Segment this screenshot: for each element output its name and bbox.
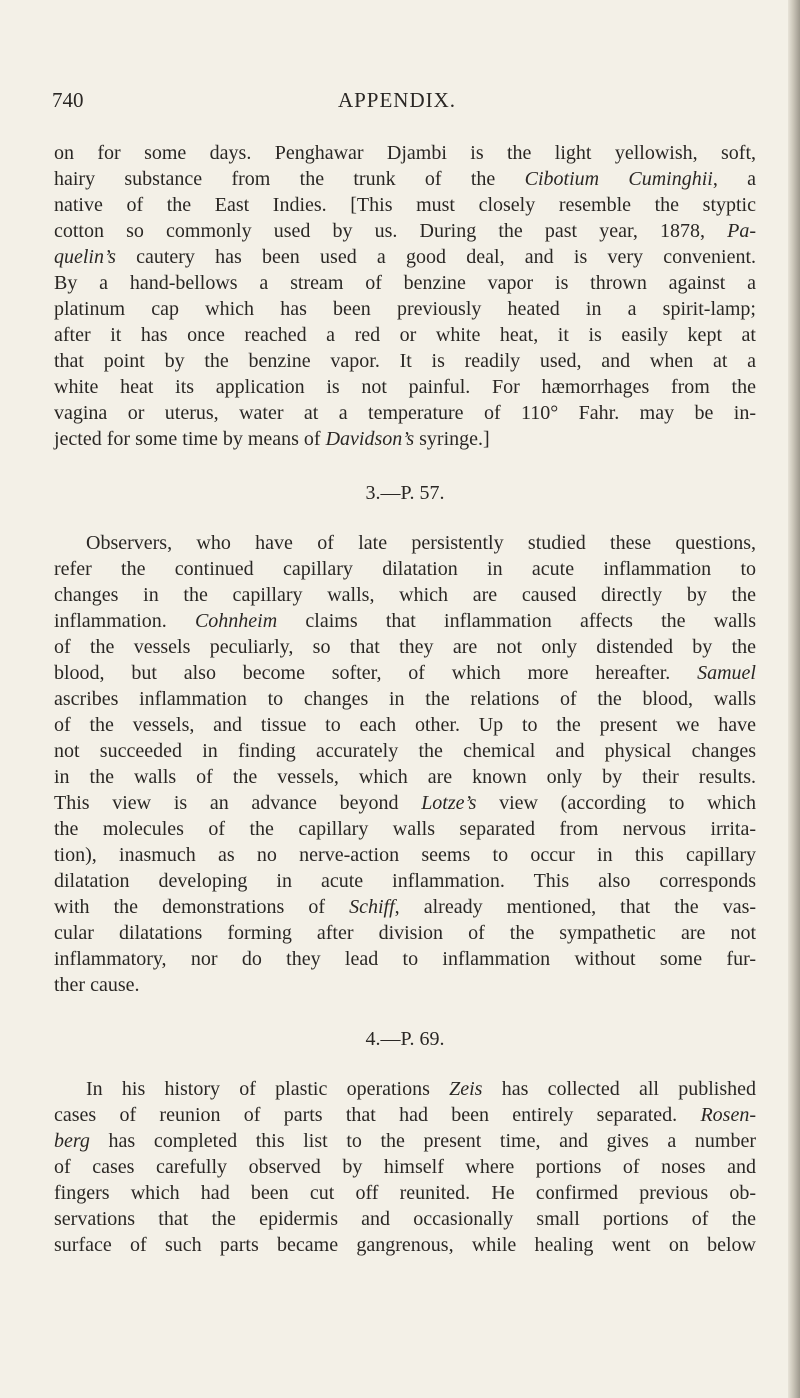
text-line: surface of such parts became gangrenous, while healing went on below <box>54 1234 756 1256</box>
text-line: platinum cap which has been previously heated in a spirit-lamp; <box>54 298 756 320</box>
text-line: ther cause. <box>54 974 140 996</box>
text-line: of the vessels, and tissue to each other. Up to the present we have <box>54 714 756 736</box>
text-line: servations that the epidermis and occasionally small portions of the <box>54 1208 756 1230</box>
text-line: cases of reunion of parts that had been entirely separated. Rosen- <box>54 1104 756 1126</box>
running-head: APPENDIX. <box>337 88 457 112</box>
text-line: in the walls of the vessels, which are known only by their results. <box>54 766 756 788</box>
text-line: after it has once reached a red or white heat, it is easily kept at <box>54 324 756 346</box>
text-line: with the demonstrations of Schiff, already mentioned, that the vas- <box>54 896 757 918</box>
text-line: that point by the benzine vapor. It is readily used, and when at a <box>54 350 756 372</box>
page-binding-edge <box>788 0 800 1398</box>
text-line: of the vessels peculiarly, so that they are not only distended by the <box>54 636 756 658</box>
text-line: fingers which had been cut off reunited. He confirmed previous ob- <box>54 1182 756 1204</box>
text-line: inflammation. Cohnheim claims that inflammation affects the walls <box>54 610 756 632</box>
page-header <box>52 88 752 118</box>
text-line: inflammatory, nor do they lead to inflammation without some fur- <box>54 948 756 970</box>
text-line: native of the East Indies. [This must closely resemble the styptic <box>54 194 756 216</box>
text-line: hairy substance from the trunk of the Cibotium Cuminghii, a <box>54 168 757 190</box>
text-line: on for some days. Penghawar Djambi is the light yellowish, soft, <box>54 142 756 164</box>
text-line: cular dilatations forming after division of the sympathetic are not <box>54 922 756 944</box>
text-line: Observers, who have of late persistently studied these questions, <box>86 532 756 554</box>
text-line: quelin’s cautery has been used a good deal, and is very convenient. <box>54 246 756 268</box>
text-line: jected for some time by means of Davidson’s syringe.] <box>54 428 490 450</box>
text-line: By a hand-bellows a stream of benzine vapor is thrown against a <box>54 272 756 294</box>
text-line: the molecules of the capillary walls separated from nervous irrita- <box>54 818 756 840</box>
text-line: white heat its application is not painful. For hæmorrhages from the <box>54 376 756 398</box>
text-line: This view is an advance beyond Lotze’s view (according to which <box>54 792 756 814</box>
text-line: not succeeded in finding accurately the chemical and physical changes <box>54 740 756 762</box>
text-line: tion), inasmuch as no nerve-action seems to occur in this capillary <box>54 844 756 866</box>
text-line: ascribes inflammation to changes in the relations of the blood, walls <box>54 688 756 710</box>
section-heading-4: 4.—P. 69. <box>365 1028 445 1050</box>
text-line: vagina or uterus, water at a temperature of 110° Fahr. may be in- <box>54 402 756 424</box>
text-line: dilatation developing in acute inflammation. This also corresponds <box>54 870 756 892</box>
text-line: In his history of plastic operations Zeis has collected all published <box>86 1078 756 1100</box>
section-heading-3: 3.—P. 57. <box>365 482 445 504</box>
text-line: cotton so commonly used by us. During the past year, 1878, Pa- <box>54 220 756 242</box>
text-line: blood, but also become softer, of which more hereafter. Samuel <box>54 662 756 684</box>
page-number: 740 <box>52 88 84 112</box>
text-line: berg has completed this list to the present time, and gives a number <box>54 1130 756 1152</box>
text-line: of cases carefully observed by himself where portions of noses and <box>54 1156 756 1178</box>
text-line: changes in the capillary walls, which are caused directly by the <box>54 584 756 606</box>
text-line: refer the continued capillary dilatation in acute inflammation to <box>54 558 756 580</box>
